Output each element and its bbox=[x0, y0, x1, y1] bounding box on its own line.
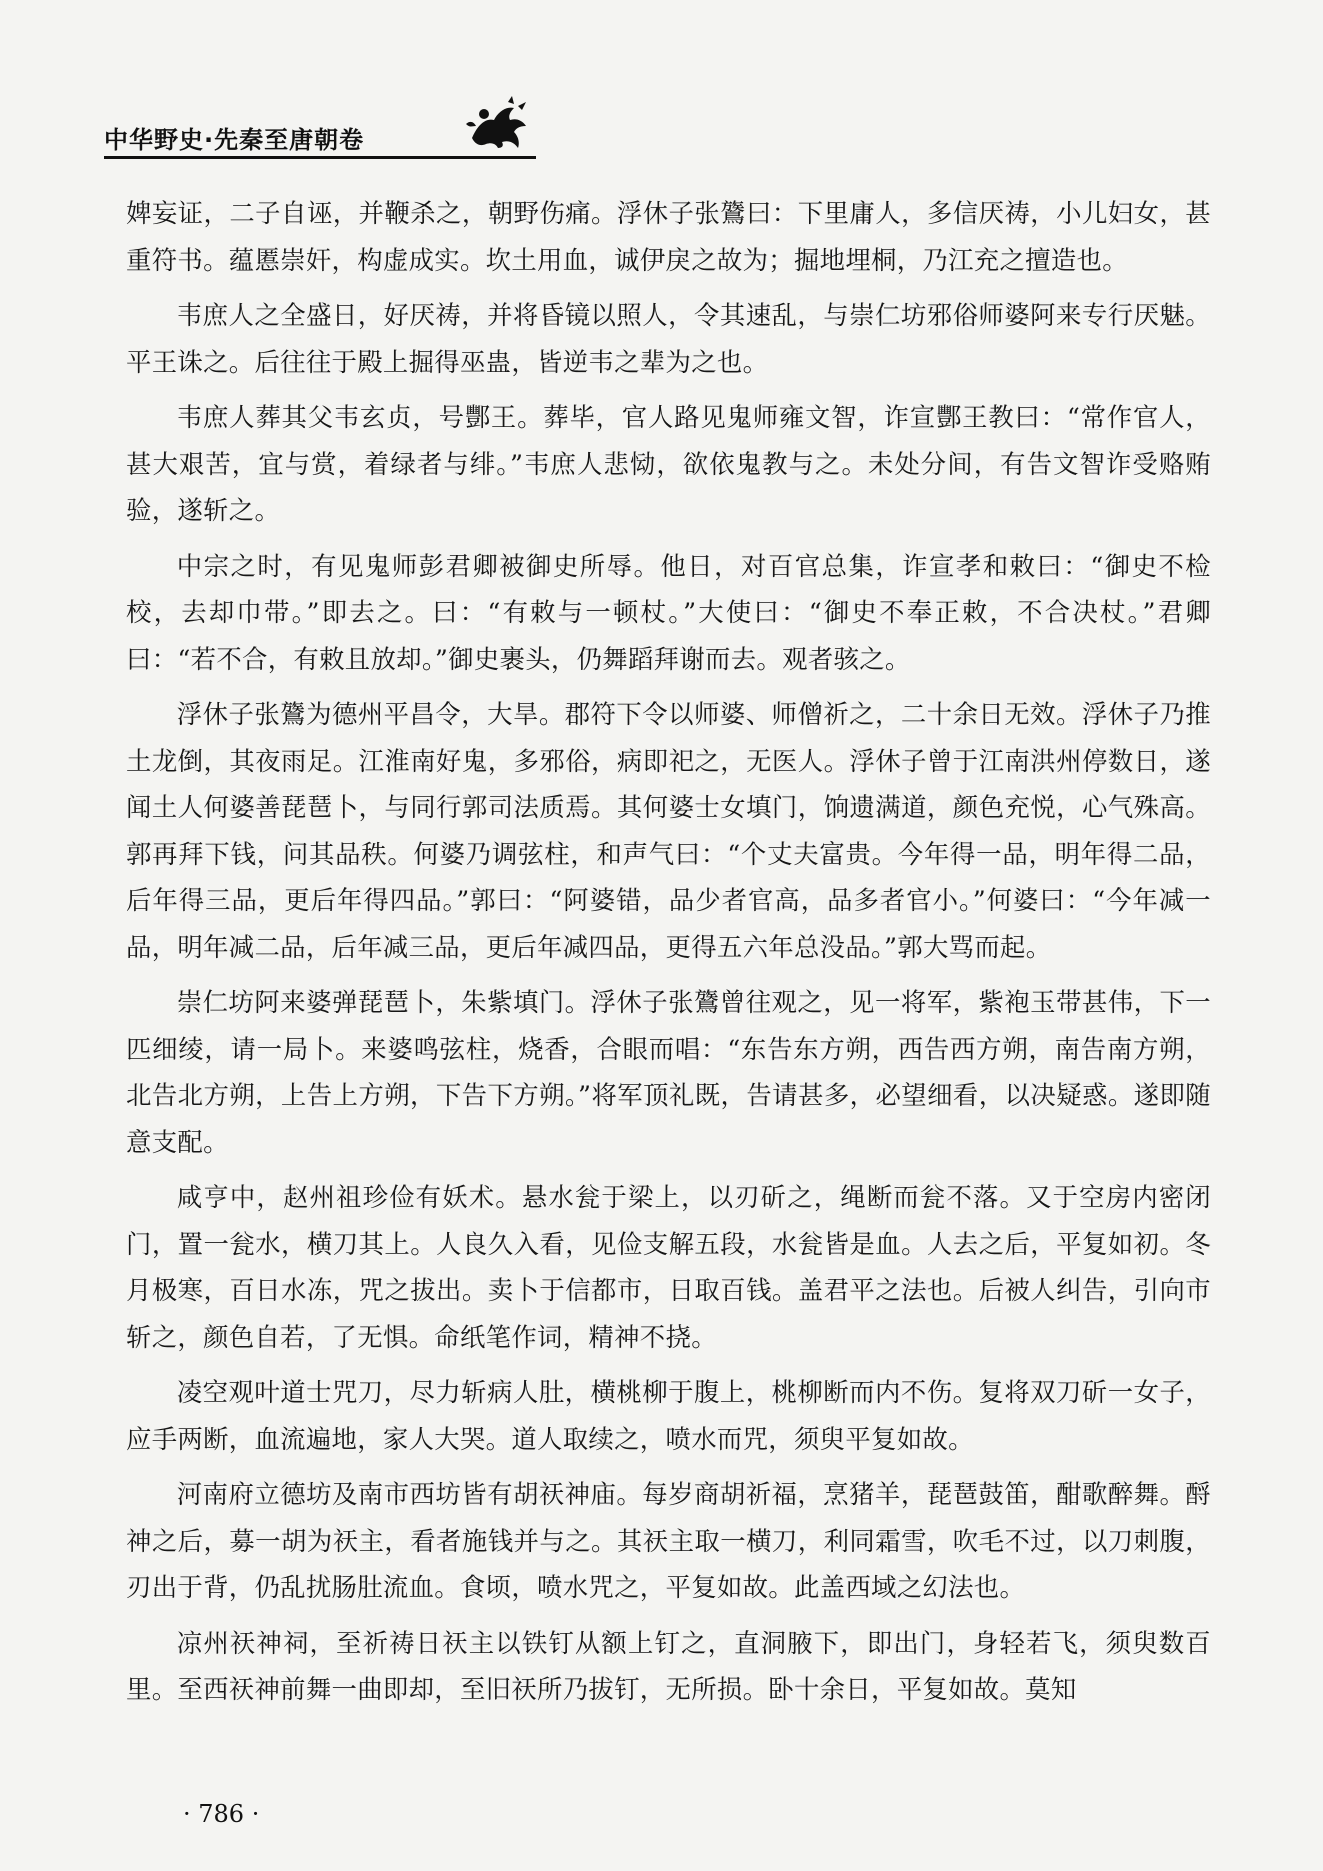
page-header bbox=[104, 88, 536, 152]
paragraph: 浮休子张鷟为德州平昌令，大旱。郡符下令以师婆、师僧祈之，二十余日无效。浮休子乃推土龙倒，其夜雨足。江淮南好鬼，多邪俗，病即祀之，无医人。浮休子曾于江南洪州停数日，遂闻土人何婆善琵琶卜，与同行郭司法质焉。其何婆士女填门，饷遗满道，颜色充悦，心气殊高。郭再拜下钱，问其品秩。何婆乃调弦柱，和声气曰：“个丈夫富贵。今年得一品，明年得二品，后年得三品，更后年得四品。”郭曰：“阿婆错，品少者官高，品多者官小。”何婆曰：“今年减一品，明年减二品，后年减三品，更后年减四品，更得五六年总没品。”郭大骂而起。 bbox=[126, 699, 1211, 962]
paragraph: 崇仁坊阿来婆弹琵琶卜，朱紫填门。浮休子张鷟曾往观之，见一将军，紫袍玉带甚伟，下一匹细绫，请一局卜。来婆鸣弦柱，烧香，合眼而唱：“东告东方朔，西告西方朔，南告南方朔，北告北方朔，上告上方朔，下告下方朔。”将军顶礼既，告请甚多，必望细看，以决疑惑。遂即随意支配。 bbox=[126, 987, 1211, 1157]
page-number: · 786 · bbox=[183, 1800, 260, 1828]
paragraph: 河南府立德坊及南市西坊皆有胡祆神庙。每岁商胡祈福，烹猪羊，琵琶鼓笛，酣歌醉舞。酹神之后，募一胡为祆主，看者施钱并与之。其祆主取一横刀，利同霜雪，吹毛不过，以刀刺腹，刃出于背，仍乱扰肠肚流血。食顷，喷水咒之，平复如故。此盖西域之幻法也。 bbox=[126, 1479, 1211, 1602]
paragraph: 韦庶人之全盛日，好厌祷，并将昏镜以照人，令其速乱，与崇仁坊邪俗师婆阿来专行厌魅。平王诛之。后往往于殿上掘得巫蛊，皆逆韦之辈为之也。 bbox=[126, 300, 1211, 377]
paragraph: 凉州祆神祠，至祈祷日祆主以铁钉从额上钉之，直洞腋下，即出门，身轻若飞，须臾数百里。至西祆神前舞一曲即却，至旧祆所乃拔钉，无所损。卧十余日，平复如故。莫知 bbox=[126, 1627, 1211, 1704]
paragraph: 中宗之时，有见鬼师彭君卿被御史所辱。他日，对百官总集，诈宣孝和敕曰：“御史不检校，去却巾带。”即去之。曰：“有敕与一顿杖。”大使曰：“御史不奉正敕，不合决杖。”君卿曰：“若不合，有敕且放却。”御史裹头，仍舞蹈拜谢而去。观者骇之。 bbox=[126, 550, 1211, 674]
paragraph: 婢妄证，二子自诬，并鞭杀之，朝野伤痛。浮休子张鷟曰：下里庸人，多信厌祷，小儿妇女，甚重符书。蕴慝崇奸，构虚成实。坎土用血，诚伊戾之故为；掘地埋桐，乃江充之擅造也。 bbox=[126, 198, 1211, 275]
paragraph: 凌空观叶道士咒刀，尽力斩病人肚，横桃柳于腹上，桃柳断而内不伤。复将双刀斫一女子，应手两断，血流遍地，家人大哭。道人取续之，喷水而咒，须臾平复如故。 bbox=[126, 1377, 1211, 1454]
header-rule bbox=[104, 156, 536, 159]
book-title: 中华野史·先秦至唐朝卷 bbox=[104, 126, 365, 154]
dragon-emblem-icon bbox=[464, 94, 534, 150]
page-body bbox=[126, 190, 1211, 1722]
paragraph: 韦庶人葬其父韦玄贞，号酆王。葬毕，官人路见鬼师雍文智，诈宣酆王教曰：“常作官人，甚大艰苦，宜与赏，着绿者与绯。”韦庶人悲恸，欲依鬼教与之。未处分间，有告文智诈受赂贿验，遂斩之。 bbox=[126, 402, 1211, 525]
paragraph: 咸亨中，赵州祖珍俭有妖术。悬水瓮于梁上，以刃斫之，绳断而瓮不落。又于空房内密闭门，置一瓮水，横刀其上。人良久入看，见俭支解五段，水瓮皆是血。人去之后，平复如初。冬月极寒，百日水冻，咒之拔出。卖卜于信都市，日取百钱。盖君平之法也。后被人纠告，引向市斩之，颜色自若，了无惧。命纸笔作词，精神不挠。 bbox=[126, 1182, 1211, 1352]
